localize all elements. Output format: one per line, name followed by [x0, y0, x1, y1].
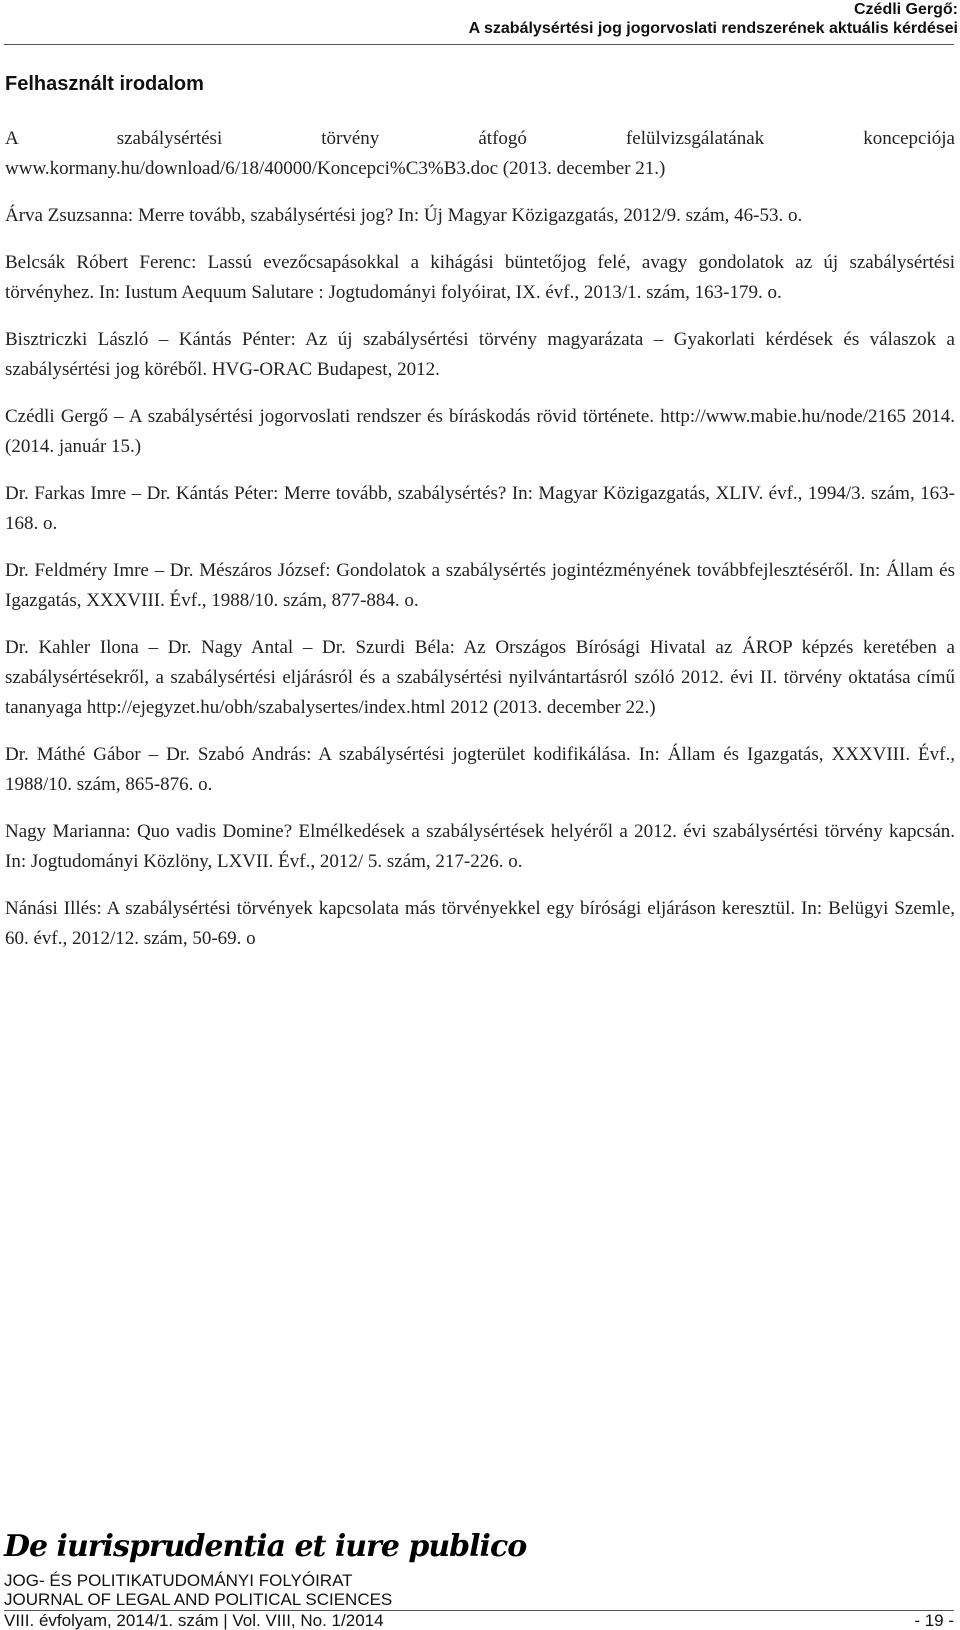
reference-item: A szabálysértési törvény átfogó felülvizsgálatának koncepciója www.kormany.hu/download/6/18/40000/Koncepci%C3%B3.doc (2013. december 21.)	[5, 128, 955, 179]
section-title: Felhasznált irodalom	[5, 73, 204, 95]
page-number: - 19 -	[914, 1611, 954, 1630]
header-author: Czédli Gergő:	[853, 1, 958, 18]
journal-logo-text: De iurisprudentia et iure publico	[4, 1529, 527, 1564]
header-divider	[4, 44, 954, 45]
reference-item: Czédli Gergő – A szabálysértési jogorvoslati rendszer és bíráskodás rövid története. http://www.mabie.hu/node/2165 2014. (2014. január 15.)	[5, 406, 955, 457]
reference-item: Dr. Máthé Gábor – Dr. Szabó András: A szabálysértési jogterület kodifikálása. In: Állam és Igazgatás, XXXVIII. Évf., 1988/10. szám, 865-876. o.	[5, 744, 955, 795]
reference-item: Dr. Farkas Imre – Dr. Kántás Péter: Merre tovább, szabálysértés? In: Magyar Közigazgatás, XLIV. évf., 1994/3. szám, 163-168. o.	[5, 483, 955, 534]
reference-list	[5, 124, 955, 971]
reference-item: Dr. Feldméry Imre – Dr. Mészáros József: Gondolatok a szabálysértés jogintézményének továbbfejlesztéséről. In: Állam és Igazgatás, XXXVIII. Évf., 1988/10. szám, 877-884. o.	[5, 560, 955, 611]
header-title: A szabálysértési jog jogorvoslati rendszerének aktuális kérdései	[468, 20, 958, 37]
reference-item: Árva Zsuzsanna: Merre tovább, szabálysértési jog? In: Új Magyar Közigazgatás, 2012/9. szám, 46-53. o.	[5, 205, 803, 226]
reference-item: Nánási Illés: A szabálysértési törvények kapcsolata más törvényekkel egy bírósági eljáráson keresztül. In: Belügyi Szemle, 60. évf., 2012/12. szám, 50-69. o	[5, 898, 955, 949]
running-header	[469, 0, 958, 38]
journal-subtitle-en: JOURNAL OF LEGAL AND POLITICAL SCIENCES	[4, 1590, 393, 1609]
reference-item: Nagy Marianna: Quo vadis Domine? Elmélkedések a szabálysértések helyéről a 2012. évi szabálysértési törvény kapcsán. In: Jogtudományi Közlöny, LXVII. Évf., 2012/ 5. szám, 217-226. o.	[5, 821, 955, 872]
reference-item: Dr. Kahler Ilona – Dr. Nagy Antal – Dr. Szurdi Béla: Az Országos Bírósági Hivatal az ÁROP képzés keretében a szabálysértésekről, a szabálysértési eljárásról és a szabálysértési nyilvántartásról szóló 2012. évi II. törvény oktatása című tananyaga http://ejegyzet.hu/obh/szabalysertes/index.html 2012 (2013. december 22.)	[5, 637, 955, 718]
reference-item: Bisztriczki László – Kántás Pénter: Az új szabálysértési törvény magyarázata – Gyakorlati kérdések és válaszok a szabálysértési jog köréből. HVG-ORAC Budapest, 2012.	[5, 329, 955, 380]
issue-info: VIII. évfolyam, 2014/1. szám | Vol. VIII, No. 1/2014	[4, 1611, 384, 1630]
reference-item: Belcsák Róbert Ferenc: Lassú evezőcsapásokkal a kihágási büntetőjog felé, avagy gondolatok az új szabálysértési törvényhez. In: Iustum Aequum Salutare : Jogtudományi folyóirat, IX. évf., 2013/1. szám, 163-179. o.	[5, 252, 955, 303]
journal-subtitle-hu: JOG- ÉS POLITIKATUDOMÁNYI FOLYÓIRAT	[4, 1571, 353, 1590]
